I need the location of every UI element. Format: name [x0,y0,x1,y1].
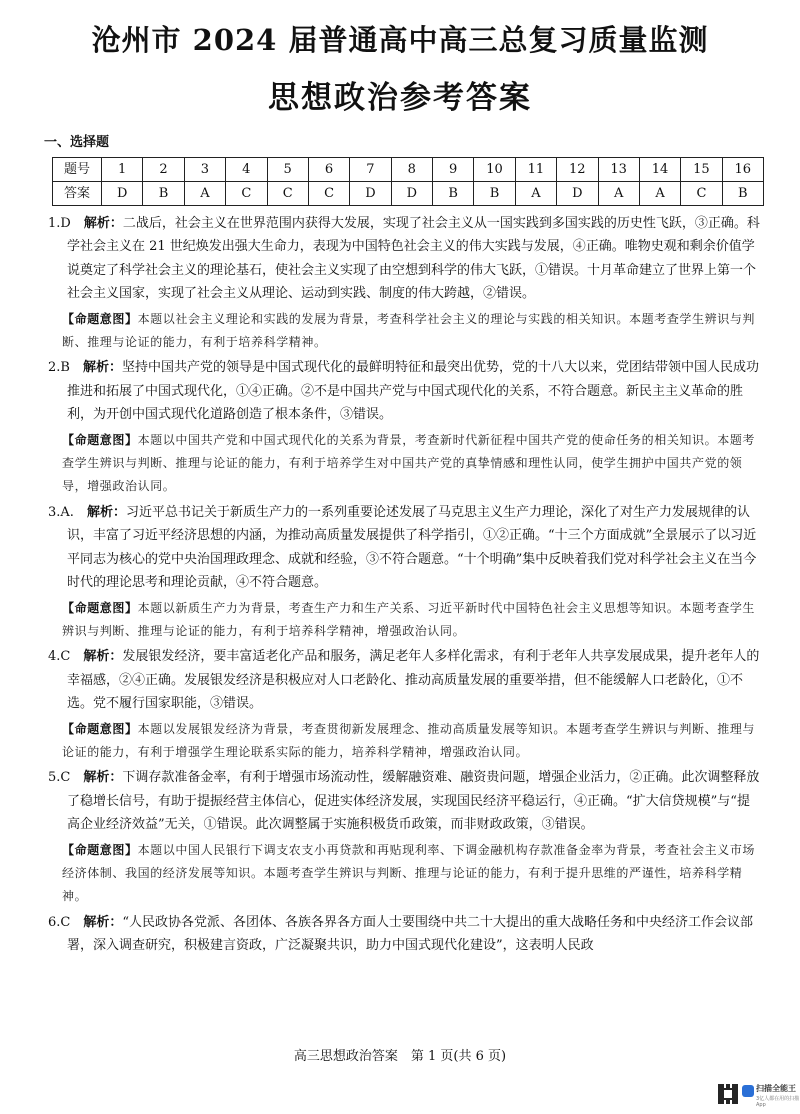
analysis-label: 解析： [83,649,123,665]
question-explanation [48,356,762,426]
question-answer-number: 6.C [48,914,71,930]
question-answer-number: 3.A. [48,504,74,520]
answer-cell: C [226,182,267,206]
analysis-text: 坚持中国共产党的领导是中国式现代化的最鲜明特征和最突出优势，党的十八大以来，党团结带领中国人民成功推进和拓展了中国式现代化，①④正确。②不是中国共产党与中国式现代化的关系，不符合题意。新民主主义革命的胜利，为开创中国式现代化道路创造了根本条件，③错误。 [67,360,759,423]
answer-cell: A [184,182,225,206]
scanner-logo-icon [742,1085,754,1097]
answer-cell: D [350,182,391,206]
question-number-cell: 5 [267,158,308,182]
question-number-cell: 6 [308,158,349,182]
question-number-cell: 3 [184,158,225,182]
answer-cell: C [267,182,308,206]
analysis-text: 下调存款准备金率，有利于增强市场流动性，缓解融资难、融资贵问题，增强企业活力，②正确。此次调整释放了稳增长信号，有助于提振经营主体信心，促进实体经济发展，实现国民经济平稳运行，④正确。“扩大信贷规模”与“提高企业经济效益”无关，①错误。此次调整属于实施积极货币政策，而非财政政策，③错误。 [67,770,760,833]
answer-cell: B [433,182,474,206]
answer-cell: D [557,182,598,206]
answer-cell: C [308,182,349,206]
row-label-answer: 答案 [53,182,102,206]
question-explanation [48,501,762,595]
intent-tag: 【命题意图】 [62,842,138,857]
answer-cell: B [474,182,515,206]
question-answer-number: 5.C [48,770,71,786]
question-number-cell: 10 [474,158,515,182]
explanations [48,212,762,958]
intent-note [62,308,762,355]
exam-subtitle: 思想政治参考答案 [268,80,532,116]
watermark-subtext: 3亿人都在用的扫描App [756,1096,800,1108]
answer-cell: C [681,182,722,206]
question-number-cell: 1 [102,158,143,182]
intent-tag: 【命题意图】 [62,600,138,615]
question-number-cell: 4 [226,158,267,182]
answer-cell: A [515,182,556,206]
intent-tag: 【命题意图】 [62,311,138,326]
question-number-cell: 9 [433,158,474,182]
analysis-label: 解析： [83,770,123,786]
question-number-cell: 8 [391,158,432,182]
exam-title: 沧州市 2024 届普通高中高三总复习质量监测 [91,23,709,57]
intent-text: 本题以发展银发经济为背景，考查贯彻新发展理念、推动高质量发展等知识。本题考查学生辨识与判断、推理与论证的能力，有利于增强学生理论联系实际的能力，培养科学精神，增强政治认同。 [62,721,756,759]
answer-cell: D [102,182,143,206]
question-number-cell: 11 [515,158,556,182]
question-number-cell: 12 [557,158,598,182]
row-label-number: 题号 [53,158,102,182]
question-explanation [48,645,762,715]
question-number-cell: 2 [143,158,184,182]
analysis-text: 发展银发经济，要丰富适老化产品和服务，满足老年人多样化需求，有利于老年人共享发展成果，提升老年人的幸福感，②④正确。发展银发经济是积极应对人口老龄化、推动高质量发展的重要举措，但不能缓解人口老龄化，①不选。党不履行国家职能，③错误。 [67,649,760,712]
intent-text: 本题以中国人民银行下调支农支小再贷款和再贴现利率、下调金融机构存款准备金率为背景，考查社会主义市场经济体制、我国的经济发展等知识。本题考查学生辨识与判断、推理与论证的能力，有利于提升思维的严谨性，培养科学精神。 [62,842,756,904]
question-number-cell: 7 [350,158,391,182]
analysis-text: 二战后，社会主义在世界范围内获得大发展，实现了社会主义从一国实践到多国实践的历史性飞跃，③正确。科学社会主义在 21 世纪焕发出强大生命力，表现为中国特色社会主义的伟大实践与发展，④正确。唯物史观和剩余价值学说奠定了科学社会主义的理论基石，使社会主义实现了由空想到科学的伟大飞跃，①错误。十月革命建立了世界上第一个社会主义国家，实现了社会主义从理论、运动到实践、制度的伟大跨越，②错误。 [67,216,760,302]
analysis-text: 习近平总书记关于新质生产力的一系列重要论述发展了马克思主义生产力理论，深化了对生产力发展规律的认识，丰富了习近平经济思想的内涵，为推动高质量发展提供了科学指引，①②正确。“十三个方面成就”全景展示了以习近平同志为核心的党中央治国理政理念、成就和经验，③不符合题意。“十个明确”集中反映着我们党对科学社会主义在当今时代的理论思考和理论贡献，④不符合题意。 [67,504,757,591]
section-title: 一、选择题 [44,135,110,150]
question-answer-number: 1.D [48,216,71,231]
analysis-text: “人民政协各党派、各团体、各族各界各方面人士要围绕中共二十大提出的重大战略任务和中央经济工作会议部署，深入调查研究，积极建言资政，广泛凝聚共识，助力中国式现代化建设”，这表明人民政 [67,914,754,954]
answer-cell: A [598,182,639,206]
page-footer: 高三思想政治答案 第 1 页(共 6 页) [293,1049,507,1064]
answer-table [52,157,764,206]
question-explanation [48,212,762,306]
intent-text: 本题以中国共产党和中国式现代化的关系为背景，考查新时代新征程中国共产党的使命任务的相关知识。本题考查学生辨识与判断、推理与论证的能力，有利于培养学生对中国共产党的真挚情感和理性认同，使学生拥护中国共产党的领导，增强政治认同。 [62,432,756,494]
question-number-cell: 14 [639,158,680,182]
intent-text: 本题以新质生产力为背景，考查生产力和生产关系、习近平新时代中国特色社会主义思想等知识。本题考查学生辨识与判断、推理与论证的能力，有利于培养科学精神，增强政治认同。 [62,600,756,638]
analysis-label: 解析： [82,360,122,376]
analysis-label: 解析： [86,504,126,520]
question-explanation [48,911,762,958]
answer-row [53,182,764,206]
intent-tag: 【命题意图】 [62,721,138,736]
analysis-label: 解析： [83,914,123,930]
watermark-text: 扫描全能王 [756,1084,796,1093]
intent-note [62,597,762,644]
question-answer-number: 2.B [48,360,70,376]
question-explanation [48,766,762,836]
intent-note [62,839,762,909]
answer-cell: A [639,182,680,206]
question-answer-number: 4.C [48,649,71,665]
analysis-label: 解析： [83,216,123,231]
question-number-cell: 15 [681,158,722,182]
question-number-cell: 13 [598,158,639,182]
intent-text: 本题以社会主义理论和实践的发展为背景，考查科学社会主义的理论与实践的相关知识。本题考查学生辨识与判断、推理与论证的能力，有利于培养科学精神。 [62,311,756,350]
intent-note [62,429,762,499]
answer-cell: B [722,182,763,206]
answer-cell: B [143,182,184,206]
intent-tag: 【命题意图】 [62,432,138,447]
answer-cell: D [391,182,432,206]
question-number-cell: 16 [722,158,763,182]
qr-code-icon [718,1084,738,1104]
intent-note [62,718,762,765]
question-number-row [53,158,764,182]
